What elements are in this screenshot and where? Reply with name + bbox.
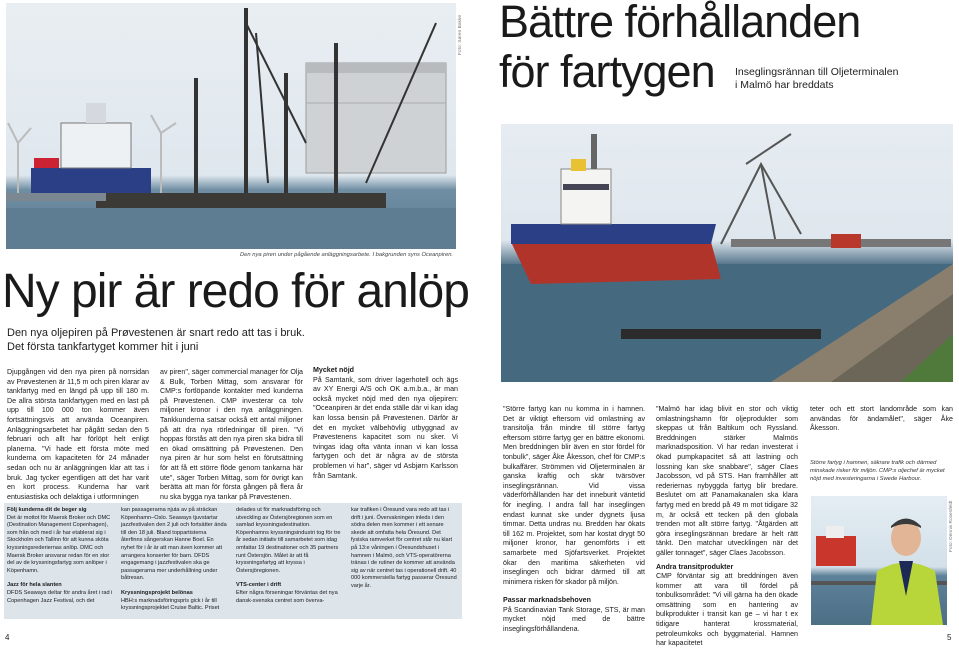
body-column-2	[160, 368, 303, 502]
subhead: Mycket nöjd	[313, 366, 354, 374]
body-text: Efter några förseningar förväntas det nya dansk-svenska centret som överva-	[236, 589, 338, 604]
photo-credit: Foto: Søren Bakke	[458, 15, 463, 55]
headline-line: för fartygen	[499, 46, 715, 97]
subhead: Passar marknadsbehoven	[503, 596, 591, 605]
body-text: delades ut för marknadsföring och utveckling av Östersjöregionen som en samlad kryssningsdestination. Köpenhamns kryssningsindustri tog för tre år sedan initiativ till samarbetet som idag omfattar 19 destinationer och 35 partners runt Östersjön. Målet är att få kryssningsfartyg att kryssa i Östersjöregionen.	[236, 507, 341, 574]
body-text: "Malmö har idag blivit en stor och viktig omlastningshamn för oljeprodukter som skeppas ut från Baltikum och Ryssland. Breddningen stärker Malmös marknadsposition. Vi har redan investerat i ökad pumpkapacitet så att lastning och lossning kan ske snabbare", säger Claes Jacobsson, vd på STS. Han framhåller att rederiernas nybyggda fartyg blir bredare. Beslutet om att Panamakanalen ska klara fartyg med en bredd på 49 m mot tidigare 32 m, är också ett tecken på den globala trenden mot allt större fartyg. "Åtgärden att göra inseglingsrännan bredare är helt rätt tänkt. Den matchar utvecklingen när det gäller tonnaget", säger Claes Jacobsson.	[656, 405, 798, 557]
body-column-1	[7, 368, 149, 502]
body-text: På Scandinavian Tank Storage, STS, är man mycket nöjd med de bättre inseglingsförhållandena.	[503, 605, 645, 634]
body-text: kar trafiken i Öresund vara redo att tas i drift i juni. Övervakningen inleds i den södra delen men kommer i ett senare skede att omfatta hela Öresund. Det fysiska ramverket för centret står nu klart på 13:e våningen i Öresundshuset i hamnen i Malmö, och VTS-operatörerna tränas i de rutiner de kommer att använda sig av när centret tas i operationell drift. 40 000 kommersiella fartyg passerar Öresund varje år.	[351, 507, 457, 589]
deck	[735, 66, 898, 92]
news-box-column	[236, 507, 343, 605]
tanker-photo	[501, 124, 953, 382]
deck-line: Den nya oljepiren på Prøvestenen är snart redo att tas i bruk.	[7, 327, 305, 339]
photo-caption: Större fartyg i hamnen, säkrare trafik och därmed minskade risker för miljön. CMP:s oljechef är mycket nöjd med investeringarna i Swede Harbour.	[810, 460, 945, 482]
body-text: På Samtank, som driver lagerhotell och ägs av XY Energi A/S och OK a.m.b.a., är man också mycket nöjd med den nya oljepiren: "Oceanpiren är det enda ställe där vi kan idag kan lossa bensin på Prøvestenen. Därför är det en mycket välbehövlig utbyggnad av Prøvestenens kapacitet som nu sker. Vi tvingas idag ofta vänta innan vi kan lossa fartygen och det är några av de största problemen vi har", säger vd Asbjørn Karlsson från Samtank.	[313, 375, 458, 480]
news-box-column	[121, 507, 228, 613]
deck-line: Det första tankfartyget kommer hit i juni	[7, 341, 199, 353]
pier-construction-photo	[6, 3, 456, 249]
subhead: Andra transitprodukter	[656, 562, 734, 571]
page-number: 4	[5, 633, 10, 642]
subhead: VTS-center i drift	[236, 582, 282, 589]
photo-caption: Den nya piren under pågående anläggningsarbete. I bakgrunden syns Oceanpiren.	[240, 252, 454, 258]
body-column-3	[810, 405, 953, 434]
headline-line: Bättre förhållanden	[499, 0, 861, 47]
headline: Ny pir är redo för anlöp	[2, 265, 469, 318]
body-text: av piren", säger commercial manager för Olja & Bulk, Torben Mittag, som ansvarar för CMP:s fortlöpande kontakter med kunderna på Prøvestenen. CMP investerar ca tolv miljoner kronor i den nya anläggningen. Tankkunderna satsar också ett antal miljoner på att dra nya rörledningar till piren. "Vi hoppas förstås att den nya piren ska bidra till en ökad omsättning på Prøvestenen. Den nya piren är hur som helst en förutsättning för att få ett större flöde genom tankarna här ute", säger Torben Mittag, som för övrigt kan berätta att man för första gången på flera år nu ska bygga nya tankar på Prøvestenen.	[160, 368, 303, 501]
body-text: kan passagerarna njuta av på sträckan Köpenhamn–Oslo. Seaways tjuvstartar jazzfestivalen den 2 juli och fortsätter ända till den 18 juli. Bland toppartisterna återfinns sångerskan Hanne Boel. En nyhet för i år är att man även kommer att arrangera konserter för barn. DFDS engagemang i jazzfestivalen ska ge passagerarna mer underhållning under båtresan.	[121, 507, 227, 582]
subhead: Följ kunderna dit de beger sig	[7, 507, 87, 513]
news-box-column	[7, 507, 113, 605]
portrait-photo	[811, 496, 947, 625]
body-text: "Större fartyg kan nu komma in i hamnen. Det är viktigt eftersom vid omlastning av transitolja från mindre till större fartyg eftersom större fartyg ger en bättre ekonomi. Men breddningen blir även en stor fördel för tonbulk", säger Åke Åkesson, chef för CMP:s bulkaffärer. Strömmen vid Oljeterminalen är ganska kraftig och skär tvärsöver inseglingsrännan. Vid vissa väderförhållanden har det inneburit väntetid för inegling. I andra fall har inseglingen endast kunnat ske under dygnets ljusa timmar. Detta undras nu. Bredden har ökats till 162 m. Projektet, som har kostat drygt 50 miljoner kronor, har genomförts i ett samarbete med Sjöfartsverket. Projektet ökar den maritima säkerheten vid inseglingen och bidrar därmed till att minimera risken för skador på miljön.	[503, 405, 645, 586]
subhead: Kryssningsprojekt belönas	[121, 589, 193, 596]
page-number: 5	[947, 633, 952, 642]
body-text: HBH:s marknadsföringspris gick i år till kryssningsprojektet Cruise Baltic. Priset	[121, 597, 220, 612]
body-text: Det är mottot för Maersk Broker och DMC (Destination Management Copenhagen), som från och med i år har etablerat sig i Stockholm och Tallinn för att kunna sköta kryssningsrederiernas anlöp. DMC och Maersk Broker ansvarar redan för en stor del av de kryssningsfartyg som anlöper i Köpenhamn.	[7, 514, 111, 574]
body-column-3	[313, 366, 458, 481]
body-column-1	[503, 405, 645, 635]
body-text: DFDS Seaways deltar för andra året i rad i Copenhagen Jazz Festival, och det	[7, 589, 113, 604]
body-column-2	[656, 405, 798, 649]
deck-line: Inseglingsrännan till Oljeterminalen	[735, 66, 899, 78]
deck-line: i Malmö har breddats	[735, 79, 834, 91]
body-text: teter och ett stort landområde som kan användas för ändamålet", säger Åke Åkesson.	[810, 405, 953, 433]
photo-credit: Foto: Dennis Rosenfeldt	[949, 500, 954, 552]
body-text: CMP förväntar sig att breddningen även kommer att vara till fördel på tonbulksområdet: "Vi vill gärna ha den ökade omsättning som en hantering av bulkprodukter i transit kan ge – vi har t ex tidigare hanterat krossmaterial, petroleumkoks och byggmaterial. Hamnen har kapacitetet	[656, 572, 798, 648]
body-text: Djupgången vid den nya piren på norrsidan av Prøvestenen är 11,5 m och piren klarar av tankfartyg med en längd på upp till 180 m. De allra största tankfartygen med en last på upp till 100 000 ton kommer även fortsättningsvis att använda Oceanpiren. Anläggningsarbetet har pågått sedan den 5 februari och allt har förlöpt helt enligt planerna. "Vi hade ett första möte med kunderna om kapaciteten för 24 månader sedan och nu är anläggningen klar att tas i bruk. Jag tycker egentligen att det har varit en kort process. Kunderna har varit entusiastiska och delaktiga i utformningen	[7, 368, 149, 501]
subhead: Jazz för hela slanten	[7, 582, 62, 589]
news-box-column	[351, 507, 458, 591]
deck	[7, 326, 305, 354]
